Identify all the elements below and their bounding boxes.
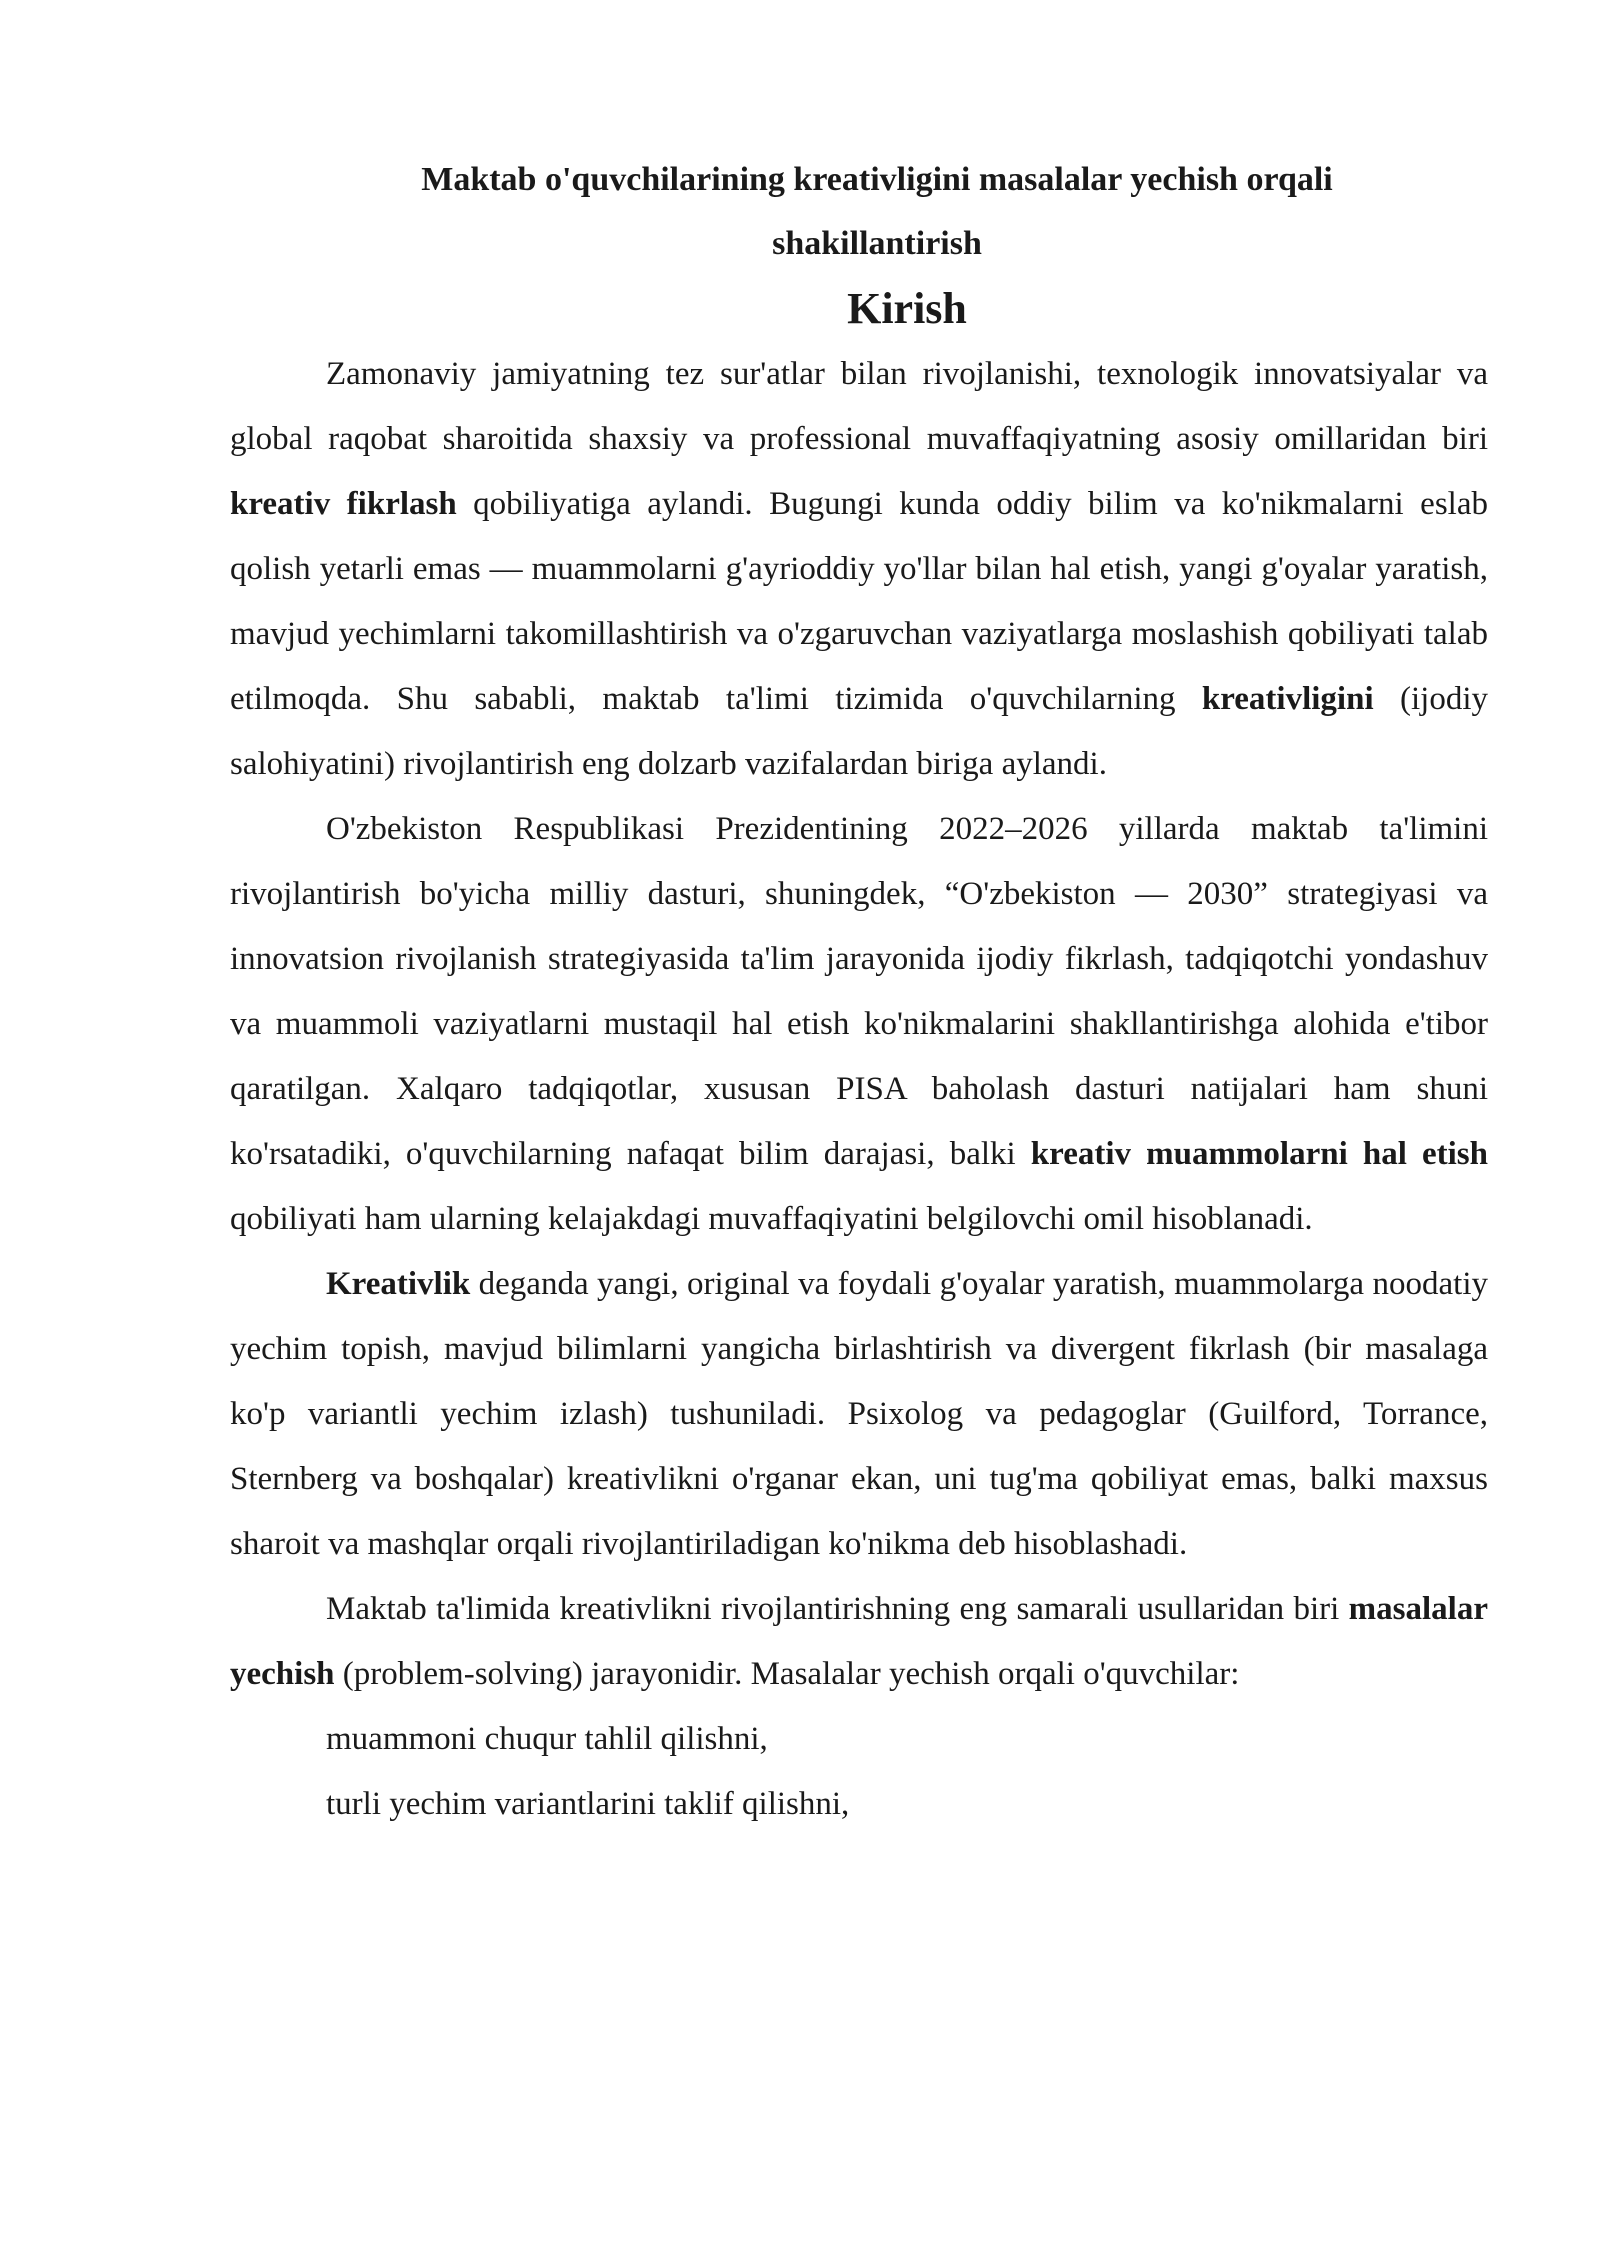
document-page <box>230 148 1488 1837</box>
paragraph-text: Maktab ta'limida kreativlikni rivojlantirishning eng samarali usullaridan biri <box>326 1591 1349 1627</box>
paragraph-creativity-definition <box>230 1252 1488 1577</box>
bold-term: kreativ fikrlash <box>230 486 457 522</box>
list-item: turli yechim variantlarini taklif qilishni, <box>326 1786 850 1822</box>
bold-term: Kreativlik <box>326 1266 471 1302</box>
paragraph-strategy <box>230 797 1488 1252</box>
paragraph-text: qobiliyati ham ularning kelajakdagi muvaffaqiyatini belgilovchi omil hisoblanadi. <box>230 1201 1313 1237</box>
paragraph-intro <box>230 342 1488 797</box>
list-item: muammoni chuqur tahlil qilishni, <box>326 1721 768 1757</box>
paragraph-text: deganda yangi, original va foydali g'oyalar yaratish, muammolarga noodatiy yechim topish, mavjud bilimlarni yangicha birlashtirish va divergent fikrlash (bir masalaga ko'p variantli yechim izlash) tushuniladi. Psixolog va pedagoglar (Guilford, Torrance, Sternberg va boshqalar) kreativlikni o'rganar ekan, uni tug'ma qobiliyat emas, balki maxsus sharoit va mashqlar orqali rivojlantiriladigan ko'nikma deb hisoblashadi. <box>230 1266 1488 1562</box>
paragraph-text: O'zbekiston Respublikasi Prezidentining 2022–2026 yillarda maktab ta'limini rivojlantirish bo'yicha milliy dasturi, shuningdek, “O'zbekiston — 2030” strategiyasi va innovatsion rivojlanish strategiyasida ta'lim jarayonida ijodiy fikrlash, tadqiqotchi yondashuv va muammoli vaziyatlarni mustaqil hal etish ko'nikmalarini shakllantirishga alohida e'tibor qaratilgan. Xalqaro tadqiqotlar, xususan PISA baholash dasturi natijalari ham shuni ko'rsatadiki, o'quvchilarning nafaqat bilim darajasi, balki <box>230 811 1488 1172</box>
bold-term: kreativligini <box>1201 681 1374 717</box>
paragraph-problem-solving <box>230 1577 1488 1707</box>
paragraph-text: qobiliyatiga aylandi. Bugungi kunda oddiy bilim va ko'nikmalarni eslab qolish yetarli emas — muammolarni g'ayrioddiy yo'llar bilan hal etish, yangi g'oyalar yaratish, mavjud yechimlarni takomillashtirish va o'zgaruvchan vaziyatlarga moslashish qobiliyati talab etilmoqda. Shu sababli, maktab ta'limi tizimida o'quvchilarning <box>230 486 1488 717</box>
paragraph-text: (problem-solving) jarayonidir. Masalalar yechish orqali o'quvchilar: <box>334 1656 1240 1692</box>
bold-term: kreativ muammolarni hal etish <box>1030 1136 1488 1172</box>
paragraph-text: (ijodiy salohiyatini) rivojlantirish eng dolzarb vazifalardan biriga aylandi. <box>230 681 1488 782</box>
bold-term: masalalar yechish <box>230 1591 1488 1692</box>
document-title: Maktab o'quvchilarining kreativligini masalalar yechish orqali shakillantirish <box>421 161 1333 262</box>
section-heading: Kirish <box>847 284 967 333</box>
paragraph-text: Zamonaviy jamiyatning tez sur'atlar bilan rivojlanishi, texnologik innovatsiyalar va global raqobat sharoitida shaxsiy va professional muvaffaqiyatning asosiy omillaridan biri <box>230 356 1488 457</box>
